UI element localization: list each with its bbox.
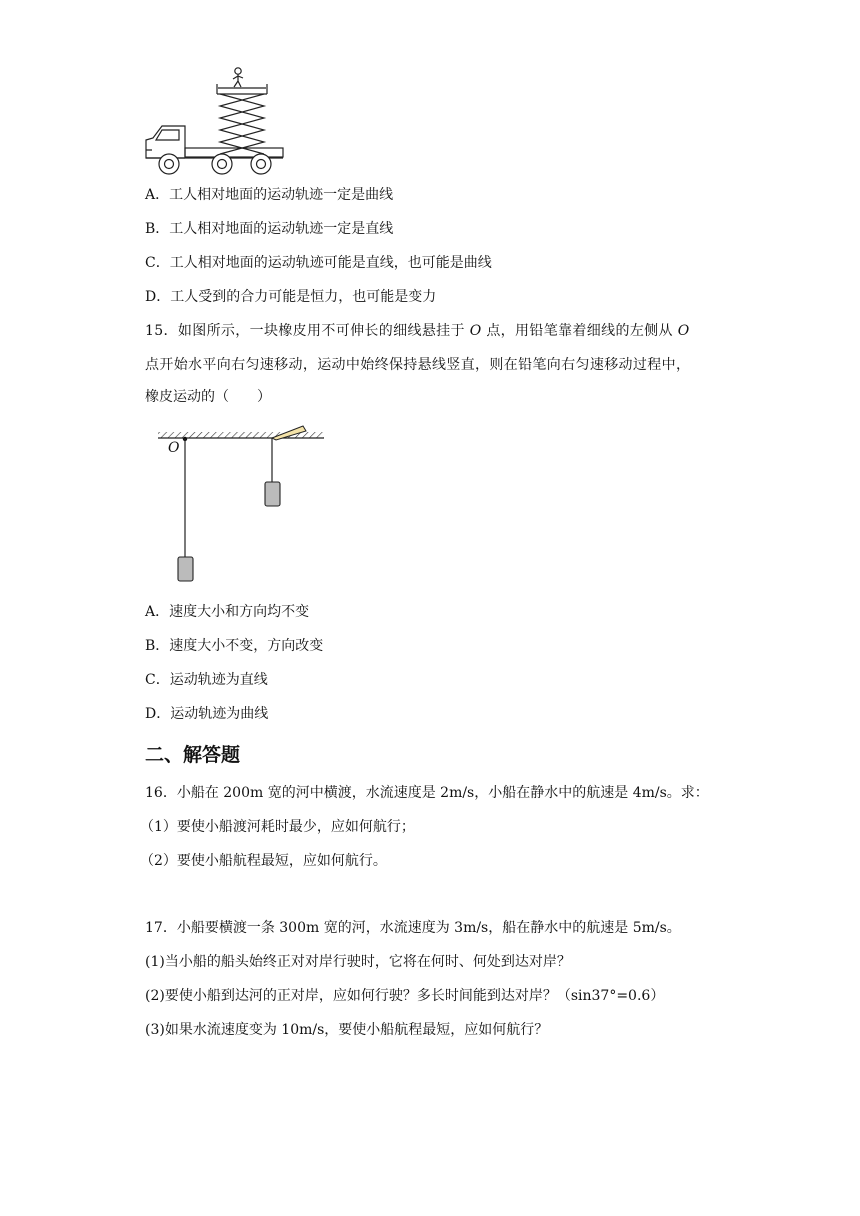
q17-part2: (2)要使小船到达河的正对岸，应如何行驶？多长时间能到达对岸？（sin37°=0.6） [145,988,665,1004]
q15-option-a: A．速度大小和方向均不变 [145,604,310,620]
figure-label-o: O [168,440,180,456]
q17-stem: 17．小船要横渡一条 300m 宽的河，水流速度为 3m/s，船在静水中的航速是 5m/s。 [145,920,681,936]
q15-option-b: B．速度大小不变，方向改变 [145,638,324,654]
q14-option-c: C．工人相对地面的运动轨迹可能是直线，也可能是曲线 [145,255,492,271]
q16-stem: 16．小船在 200m 宽的河中横渡，水流速度是 2m/s，小船在静水中的航速是 4m/s。求： [145,785,709,801]
q16-part2: （2）要使小船航程最短，应如何航行。 [140,853,387,869]
q15-option-c: C．运动轨迹为直线 [145,672,268,688]
q15-stem-line1: 15．如图所示，一块橡皮用不可伸长的细线悬挂于 O 点，用铅笔靠着细线的左侧从 O [145,323,690,339]
q16-part1: （1）要使小船渡河耗时最少，应如何航行； [140,819,415,835]
truck-lift-figure [140,62,290,177]
q14-option-b: B．工人相对地面的运动轨迹一定是直线 [145,221,394,237]
q17-part3: (3)如果水流速度变为 10m/s，要使小船航程最短，应如何航行？ [145,1022,549,1038]
q15-option-d: D．运动轨迹为曲线 [145,706,269,722]
q14-option-a: A．工人相对地面的运动轨迹一定是曲线 [145,187,394,203]
q14-option-d: D．工人受到的合力可能是恒力，也可能是变力 [145,289,437,305]
q15-stem-line3: 橡皮运动的（ ） [145,389,271,405]
q17-part1: (1)当小船的船头始终正对对岸行驶时，它将在何时、何处到达对岸？ [145,954,571,970]
section-heading: 二、解答题 [145,744,241,766]
q15-stem-line2: 点开始水平向右匀速移动，运动中始终保持悬线竖直，则在铅笔向右匀速移动过程中， [145,357,691,373]
